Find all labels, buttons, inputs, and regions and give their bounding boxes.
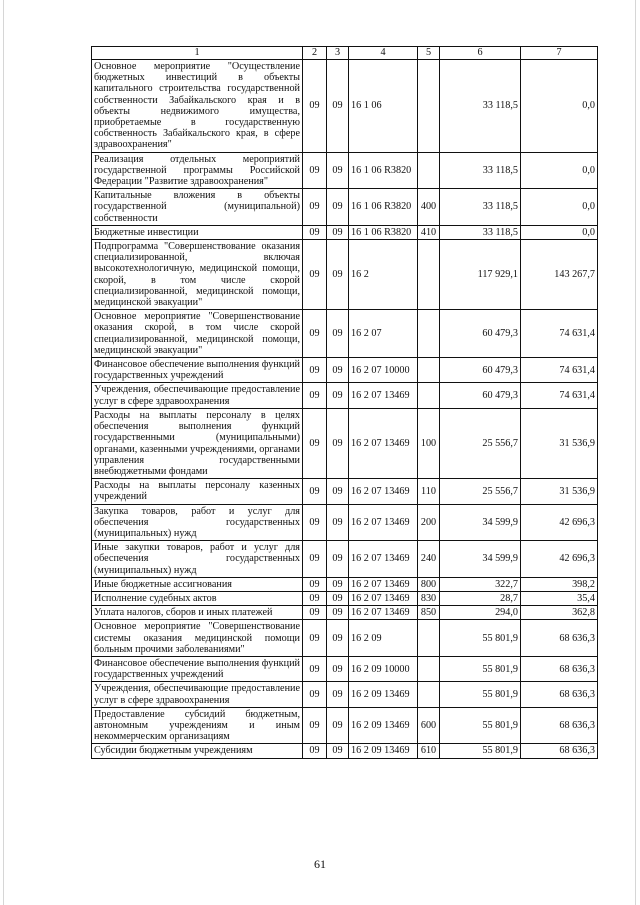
row-section: 09: [303, 656, 327, 681]
row-section: 09: [303, 504, 327, 541]
row-target-article: 16 2 07 13469: [349, 577, 418, 591]
row-expense-type: 600: [418, 707, 440, 744]
row-name: Финансовое обеспечение выполнения функций государственных учреждений: [92, 656, 303, 681]
row-name: Основное мероприятие "Осуществление бюджетных инвестиций в объекты капитального строительства государственной собственности Забайкальского края и в объекты недвижимого имущества, приобретаемые в государственную собственность Забайкальского края, в сфере здравоохранения": [92, 60, 303, 153]
row-amount-col7: 74 631,4: [521, 310, 598, 358]
row-name: Учреждения, обеспечивающие предоставление услуг в сфере здравоохранения: [92, 383, 303, 408]
row-name: Исполнение судебных актов: [92, 591, 303, 605]
row-amount-col7: 362,8: [521, 606, 598, 620]
header-col-7: 7: [521, 47, 598, 60]
table-row: [92, 358, 598, 383]
row-subsection: 09: [327, 620, 349, 657]
row-amount-col6: 34 599,9: [440, 504, 521, 541]
row-expense-type: [418, 358, 440, 383]
row-name: Основное мероприятие "Совершенствование системы оказания медицинской помощи больным прочими заболеваниями": [92, 620, 303, 657]
row-subsection: 09: [327, 240, 349, 310]
row-amount-col7: 42 696,3: [521, 541, 598, 578]
row-target-article: 16 1 06 R3820: [349, 189, 418, 226]
row-name: Основное мероприятие "Совершенствование оказания скорой, в том числе скорой специализированной, медицинской помощи, медицинской эвакуации": [92, 310, 303, 358]
row-target-article: 16 2 09 13469: [349, 744, 418, 758]
row-name: Предоставление субсидий бюджетным, автономным учреждениям и иным некоммерческим организациям: [92, 707, 303, 744]
table-row: [92, 152, 598, 189]
row-subsection: 09: [327, 60, 349, 153]
row-amount-col7: 0,0: [521, 189, 598, 226]
row-expense-type: [418, 240, 440, 310]
row-section: 09: [303, 60, 327, 153]
row-amount-col6: 55 801,9: [440, 707, 521, 744]
row-section: 09: [303, 383, 327, 408]
row-amount-col6: 33 118,5: [440, 225, 521, 239]
row-expense-type: 850: [418, 606, 440, 620]
row-expense-type: [418, 656, 440, 681]
row-amount-col7: 398,2: [521, 577, 598, 591]
table-row: [92, 225, 598, 239]
row-amount-col7: 68 636,3: [521, 620, 598, 657]
row-section: 09: [303, 591, 327, 605]
row-subsection: 09: [327, 606, 349, 620]
row-target-article: 16 2 07: [349, 310, 418, 358]
table-body: [92, 60, 598, 759]
row-subsection: 09: [327, 225, 349, 239]
row-target-article: 16 2 09: [349, 620, 418, 657]
row-section: 09: [303, 744, 327, 758]
table-row: [92, 504, 598, 541]
row-expense-type: 400: [418, 189, 440, 226]
row-expense-type: 110: [418, 479, 440, 504]
row-expense-type: [418, 383, 440, 408]
table-row: [92, 60, 598, 153]
row-amount-col7: 42 696,3: [521, 504, 598, 541]
header-col-6: 6: [440, 47, 521, 60]
header-col-1: 1: [92, 47, 303, 60]
header-col-3: 3: [327, 47, 349, 60]
row-target-article: 16 2 07 13469: [349, 591, 418, 605]
row-target-article: 16 2 09 13469: [349, 707, 418, 744]
table-row: [92, 682, 598, 707]
row-subsection: 09: [327, 656, 349, 681]
row-amount-col6: 55 801,9: [440, 682, 521, 707]
row-amount-col7: 35,4: [521, 591, 598, 605]
row-amount-col7: 68 636,3: [521, 744, 598, 758]
budget-table: [91, 46, 598, 759]
row-target-article: 16 2 07 13469: [349, 541, 418, 578]
row-name: Расходы на выплаты персоналу казенных учреждений: [92, 479, 303, 504]
row-name: Бюджетные инвестиции: [92, 225, 303, 239]
row-amount-col6: 33 118,5: [440, 152, 521, 189]
row-amount-col7: 68 636,3: [521, 707, 598, 744]
row-amount-col7: 31 536,9: [521, 479, 598, 504]
row-section: 09: [303, 577, 327, 591]
row-expense-type: [418, 60, 440, 153]
row-amount-col7: 0,0: [521, 225, 598, 239]
row-amount-col6: 294,0: [440, 606, 521, 620]
row-name: Иные бюджетные ассигнования: [92, 577, 303, 591]
row-expense-type: [418, 310, 440, 358]
row-amount-col7: 0,0: [521, 152, 598, 189]
row-amount-col7: 74 631,4: [521, 383, 598, 408]
row-amount-col6: 55 801,9: [440, 620, 521, 657]
table-row: [92, 577, 598, 591]
row-amount-col6: 60 479,3: [440, 358, 521, 383]
row-section: 09: [303, 189, 327, 226]
row-amount-col6: 55 801,9: [440, 744, 521, 758]
row-amount-col7: 0,0: [521, 60, 598, 153]
row-section: 09: [303, 541, 327, 578]
page-edge-right: [635, 0, 636, 905]
table-row: [92, 591, 598, 605]
table-row: [92, 620, 598, 657]
row-target-article: 16 2 07 13469: [349, 606, 418, 620]
table-row: [92, 707, 598, 744]
page-edge-left: [3, 0, 4, 905]
row-subsection: 09: [327, 383, 349, 408]
table-row: [92, 240, 598, 310]
row-subsection: 09: [327, 682, 349, 707]
header-col-4: 4: [349, 47, 418, 60]
row-target-article: 16 2: [349, 240, 418, 310]
row-name: Реализация отдельных мероприятий государственной программы Российской Федерации "Развитие здравоохранения": [92, 152, 303, 189]
row-name: Учреждения, обеспечивающие предоставление услуг в сфере здравоохранения: [92, 682, 303, 707]
row-name: Субсидии бюджетным учреждениям: [92, 744, 303, 758]
row-amount-col6: 322,7: [440, 577, 521, 591]
row-amount-col6: 33 118,5: [440, 189, 521, 226]
row-expense-type: [418, 152, 440, 189]
row-target-article: 16 2 07 10000: [349, 358, 418, 383]
row-subsection: 09: [327, 707, 349, 744]
row-amount-col6: 60 479,3: [440, 310, 521, 358]
table-row: [92, 189, 598, 226]
row-subsection: 09: [327, 189, 349, 226]
table-row: [92, 383, 598, 408]
table-row: [92, 479, 598, 504]
row-section: 09: [303, 479, 327, 504]
page-number: 61: [314, 857, 326, 871]
row-name: Иные закупки товаров, работ и услуг для обеспечения государственных (муниципальных) нужд: [92, 541, 303, 578]
header-col-2: 2: [303, 47, 327, 60]
table-row: [92, 744, 598, 758]
row-subsection: 09: [327, 408, 349, 478]
row-expense-type: 610: [418, 744, 440, 758]
row-amount-col6: 117 929,1: [440, 240, 521, 310]
row-name: Подпрограмма "Совершенствование оказания специализированной, включая высокотехнологичную, медицинской помощи, скорой, в том числе скорой специализированной, медицинской помощи, медицинской эвакуации": [92, 240, 303, 310]
row-amount-col7: 31 536,9: [521, 408, 598, 478]
row-subsection: 09: [327, 504, 349, 541]
row-subsection: 09: [327, 541, 349, 578]
row-target-article: 16 2 07 13469: [349, 504, 418, 541]
row-expense-type: 200: [418, 504, 440, 541]
row-target-article: 16 1 06 R3820: [349, 225, 418, 239]
row-section: 09: [303, 682, 327, 707]
row-subsection: 09: [327, 479, 349, 504]
row-subsection: 09: [327, 744, 349, 758]
row-target-article: 16 1 06 R3820: [349, 152, 418, 189]
row-section: 09: [303, 225, 327, 239]
row-amount-col7: 68 636,3: [521, 656, 598, 681]
row-expense-type: 800: [418, 577, 440, 591]
row-name: Капитальные вложения в объекты государственной (муниципальной) собственности: [92, 189, 303, 226]
row-amount-col6: 28,7: [440, 591, 521, 605]
row-section: 09: [303, 707, 327, 744]
row-amount-col6: 55 801,9: [440, 656, 521, 681]
row-expense-type: [418, 620, 440, 657]
table-row: [92, 408, 598, 478]
row-section: 09: [303, 240, 327, 310]
row-amount-col7: 74 631,4: [521, 358, 598, 383]
row-expense-type: 410: [418, 225, 440, 239]
row-amount-col6: 34 599,9: [440, 541, 521, 578]
row-target-article: 16 2 07 13469: [349, 408, 418, 478]
row-name: Расходы на выплаты персоналу в целях обеспечения выполнения функций государственными (муниципальными) органами, казенными учреждениями, органами управления государственными внебюджетными фондами: [92, 408, 303, 478]
row-section: 09: [303, 358, 327, 383]
row-amount-col6: 60 479,3: [440, 383, 521, 408]
row-name: Закупка товаров, работ и услуг для обеспечения государственных (муниципальных) нужд: [92, 504, 303, 541]
row-name: Финансовое обеспечение выполнения функций государственных учреждений: [92, 358, 303, 383]
row-subsection: 09: [327, 310, 349, 358]
row-expense-type: 100: [418, 408, 440, 478]
row-target-article: 16 2 09 10000: [349, 656, 418, 681]
row-section: 09: [303, 606, 327, 620]
row-target-article: 16 2 07 13469: [349, 383, 418, 408]
row-expense-type: 240: [418, 541, 440, 578]
row-expense-type: [418, 682, 440, 707]
table-row: [92, 656, 598, 681]
row-subsection: 09: [327, 577, 349, 591]
row-target-article: 16 1 06: [349, 60, 418, 153]
row-amount-col7: 68 636,3: [521, 682, 598, 707]
table-row: [92, 606, 598, 620]
row-name: Уплата налогов, сборов и иных платежей: [92, 606, 303, 620]
row-section: 09: [303, 152, 327, 189]
row-expense-type: 830: [418, 591, 440, 605]
row-subsection: 09: [327, 591, 349, 605]
row-amount-col6: 33 118,5: [440, 60, 521, 153]
row-amount-col6: 25 556,7: [440, 408, 521, 478]
row-amount-col6: 25 556,7: [440, 479, 521, 504]
row-section: 09: [303, 310, 327, 358]
row-section: 09: [303, 620, 327, 657]
row-subsection: 09: [327, 152, 349, 189]
table-row: [92, 541, 598, 578]
row-target-article: 16 2 07 13469: [349, 479, 418, 504]
table-row: [92, 310, 598, 358]
row-subsection: 09: [327, 358, 349, 383]
row-amount-col7: 143 267,7: [521, 240, 598, 310]
row-target-article: 16 2 09 13469: [349, 682, 418, 707]
table-header-row: [92, 47, 598, 60]
header-col-5: 5: [418, 47, 440, 60]
row-section: 09: [303, 408, 327, 478]
